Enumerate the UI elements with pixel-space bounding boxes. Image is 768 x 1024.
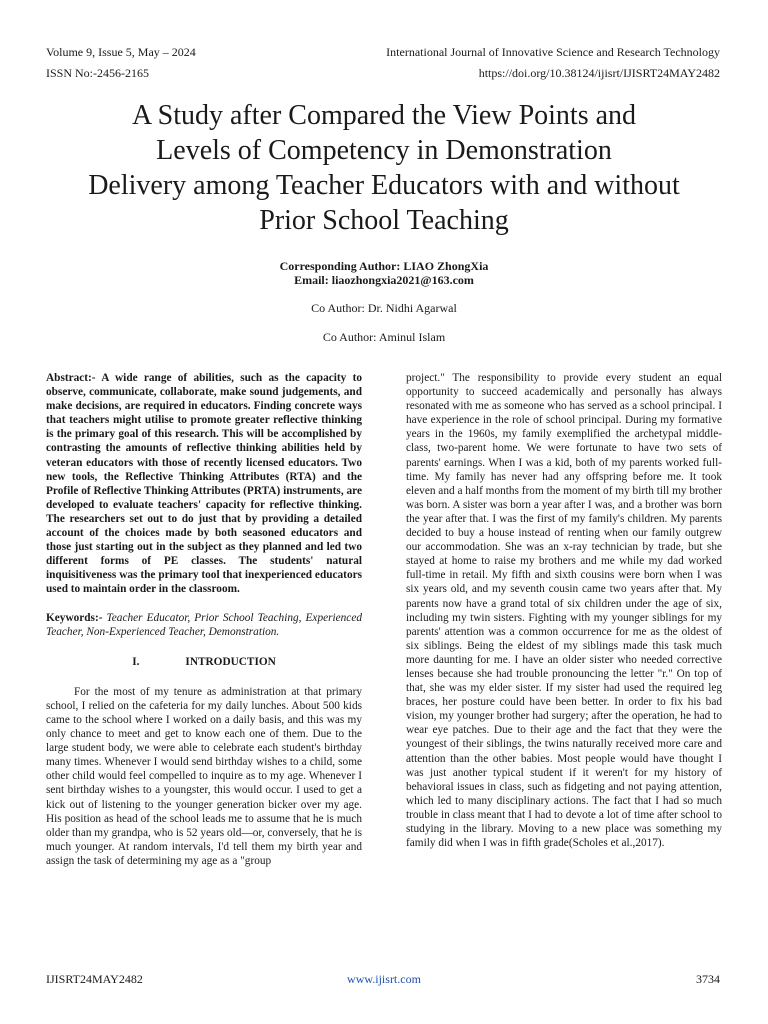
section-title: INTRODUCTION — [185, 655, 276, 668]
paper-title — [60, 98, 708, 238]
journal-issn: ISSN No:-2456-2165 — [46, 66, 150, 80]
journal-volume: Volume 9, Issue 5, May – 2024 — [46, 45, 196, 59]
title-line: Delivery among Teacher Educators with and without — [88, 170, 680, 201]
keywords-label: Keywords:- — [46, 611, 103, 624]
author-email: Email: liaozhongxia2021@163.com — [294, 273, 474, 287]
journal-name: International Journal of Innovative Science and Research Technology — [386, 45, 720, 59]
title-line: Levels of Competency in Demonstration — [156, 135, 612, 166]
abstract — [46, 371, 362, 597]
abstract-text: A wide range of abilities, such as the capacity to observe, communicate, collaborate, make sound judgements, and make decisions, are required in educators. Finding concrete ways that teachers might utilise to promote greater reflective thinking is the primary goal of this research. This will be accomplished by contrasting the amounts of reflective thinking abilities held by veteran educators with those of recently licensed educators. Two new tools, the Reflective Thinking Attributes (RTA) and the Profile of Reflective Thinking Attributes (PRTA) instruments, are developed to evaluate teachers' capacity for reflective thinking. The researchers set out to do just that by providing a detailed account of the choices made by both seasoned educators and those just starting out in the subject as they planned and led two different forms of PE classes. The students' natural inquisitiveness was the primary tool that inexperienced educators used to maintain order in the classroom. — [46, 372, 362, 596]
intro-paragraph: For the most of my tenure as administration at that primary school, I relied on the cafeteria for my daily lunches. About 500 kids came to the school where I worked on a daily basis, and this was my only chance to meet and get to know each one of them. Due to the large student body, we were able to celebrate each student's birthday many times. Whenever I would send birthday wishes to a child, some other child would feel compelled to inquire as to my age. Whenever I sent birthday wishes to a youngster, this would occur. I used to get a kick out of listening to the younger generation bicker over my age. His position as head of the school leads me to assume that he is much older than my grandpa, who is 52 years old—or, conversely, that he is much younger. At random intervals, I'd tell them my birth year and assign the task of determining my age as a "group — [46, 685, 362, 867]
footer-article-code: IJISRT24MAY2482 — [46, 972, 143, 986]
abstract-label: Abstract:- — [46, 372, 96, 384]
co-author-1: Co Author: Dr. Nidhi Agarwal — [311, 301, 457, 315]
section-heading — [46, 655, 362, 669]
keywords-text: Teacher Educator, Prior School Teaching, Experienced Teacher, Non-Experienced Teacher, Demonstration. — [46, 611, 362, 638]
section-number: I. — [132, 655, 140, 668]
footer-page-number: 3734 — [696, 972, 720, 986]
body-paragraph: project." The responsibility to provide every student an equal opportunity to succeed academically and personally has always resonated with me as someone who has served as a school principal. I have experience in the role of school principal. During my formative years in the 1960s, my family exemplified the archetypal middle-class, two-parent home. We were fortunate to have two sets of parents' earnings. When I was a kid, both of my parents worked full-time. My family has never had any offspring before me. It took eleven and a half months from the moment of my birth till my brother was born. A sister was born a year after I was, and a brother was born the year after that. I was the first of my family's children. My parents decided to buy a house instead of renting when our family outgrew our accommodation. She was an x-ray technician by trade, but she stayed at home to raise my brothers and me while my dad worked full-time in retail. My fifth and sixth cousins were born when I was six years old, and my seventh cousin came two years after that. My parents now have a grand total of six children under the age of six, including my twin sisters. Fighting with my younger siblings for my parents' attention was a common occurrence for me as the oldest of six siblings. Being the eldest of my siblings made this task much more daunting for me. I have an older sister who needed corrective lenses because she had trouble pronouncing the letter "r." On top of that, she was my elder sister. If my sister had used the required leg braces, her posture could have been better. In order to fix his bad vision, my younger brother had surgery; after the operation, he had to wear eye patches. Due to their age and the fact that they were the youngest of their siblings, the twins naturally received more care and attention than the other babies. Most people would have thought I was just another typical student if it weren't for my history of behavioral issues in class, such as fidgeting and not paying attention, which led to many disciplinary actions. The fact that I had so much trouble in class meant that I had to devote a lot of time after school to studying in the library. Moving to a new place was something my family did when I was in fifth grade(Scholes et al.,2017). — [406, 372, 722, 850]
co-author-2: Co Author: Aminul Islam — [322, 330, 446, 344]
right-column — [406, 371, 722, 850]
footer-website-link[interactable]: www.ijisrt.com — [347, 972, 421, 986]
corresponding-author: Corresponding Author: LIAO ZhongXia — [279, 259, 489, 273]
left-column — [46, 371, 362, 868]
keywords — [46, 611, 362, 639]
article-doi[interactable]: https://doi.org/10.38124/ijisrt/IJISRT24MAY2482 — [478, 66, 720, 80]
title-line: Prior School Teaching — [259, 205, 509, 236]
title-line: A Study after Compared the View Points and — [131, 100, 637, 131]
